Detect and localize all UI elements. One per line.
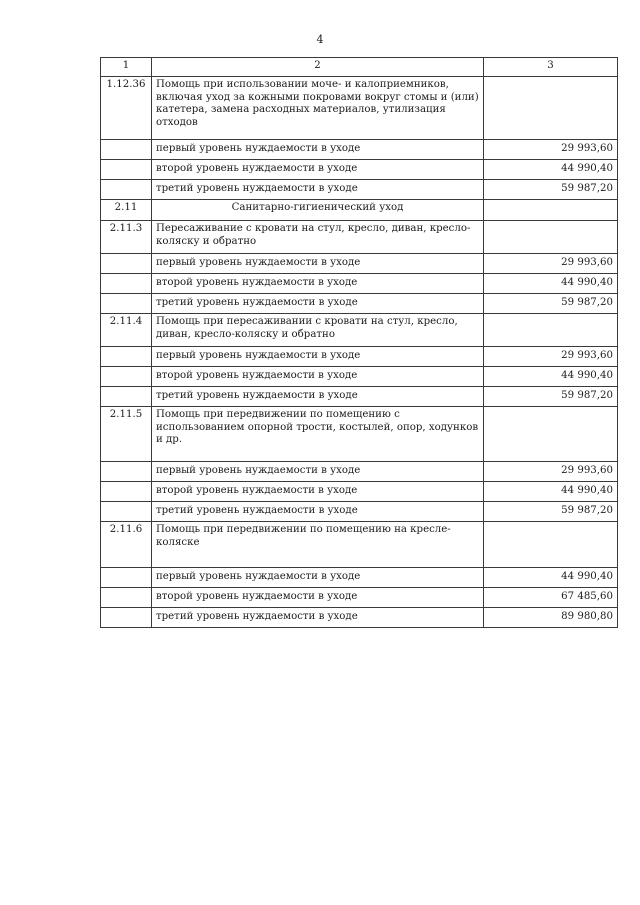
service-description: Помощь при передвижении по помещению с использованием опорной трости, костылей, опор, ходунков и др. (152, 407, 484, 462)
service-code: 2.11.6 (101, 522, 152, 568)
empty-cell (101, 588, 152, 608)
service-row (101, 407, 618, 462)
empty-cell (101, 608, 152, 628)
table-header-row (101, 58, 618, 77)
tariff-table (100, 57, 618, 628)
empty-cell (101, 294, 152, 314)
service-row (101, 77, 618, 140)
level-row (101, 568, 618, 588)
level-value: 44 990,40 (484, 274, 618, 294)
level-value: 29 993,60 (484, 347, 618, 367)
level-value: 44 990,40 (484, 367, 618, 387)
level-label: первый уровень нуждаемости в уходе (152, 462, 484, 482)
empty-cell (101, 462, 152, 482)
empty-cell (484, 200, 618, 221)
level-row (101, 588, 618, 608)
empty-cell (101, 568, 152, 588)
header-col-3: 3 (484, 58, 618, 77)
section-code: 2.11 (101, 200, 152, 221)
service-description: Помощь при пересаживании с кровати на стул, кресло, диван, кресло-коляску и обратно (152, 314, 484, 347)
level-label: первый уровень нуждаемости в уходе (152, 347, 484, 367)
service-code: 2.11.5 (101, 407, 152, 462)
level-row (101, 367, 618, 387)
level-row (101, 608, 618, 628)
service-description: Помощь при использовании моче- и калоприемников, включая уход за кожными покровами вокруг стомы и (или) катетера, замена расходных материалов, утилизация отходов (152, 77, 484, 140)
level-row (101, 347, 618, 367)
level-value: 29 993,60 (484, 140, 618, 160)
service-row (101, 314, 618, 347)
empty-cell (101, 140, 152, 160)
empty-cell (101, 482, 152, 502)
empty-cell (101, 502, 152, 522)
service-code: 2.11.4 (101, 314, 152, 347)
service-description: Пересаживание с кровати на стул, кресло, диван, кресло-коляску и обратно (152, 221, 484, 254)
section-title: Санитарно-гигиенический уход (152, 200, 484, 221)
level-row (101, 180, 618, 200)
empty-cell (101, 367, 152, 387)
empty-cell (101, 274, 152, 294)
level-label: третий уровень нуждаемости в уходе (152, 180, 484, 200)
header-col-1: 1 (101, 58, 152, 77)
level-row (101, 160, 618, 180)
level-value: 44 990,40 (484, 482, 618, 502)
level-value: 67 485,60 (484, 588, 618, 608)
empty-cell (101, 160, 152, 180)
empty-cell (484, 314, 618, 347)
empty-cell (484, 221, 618, 254)
level-label: второй уровень нуждаемости в уходе (152, 588, 484, 608)
service-code: 1.12.36 (101, 77, 152, 140)
level-value: 59 987,20 (484, 502, 618, 522)
level-row (101, 274, 618, 294)
level-value: 44 990,40 (484, 568, 618, 588)
empty-cell (101, 387, 152, 407)
level-label: третий уровень нуждаемости в уходе (152, 387, 484, 407)
level-row (101, 462, 618, 482)
empty-cell (101, 180, 152, 200)
level-value: 89 980,80 (484, 608, 618, 628)
level-label: первый уровень нуждаемости в уходе (152, 568, 484, 588)
level-label: второй уровень нуждаемости в уходе (152, 482, 484, 502)
level-label: третий уровень нуждаемости в уходе (152, 294, 484, 314)
level-label: первый уровень нуждаемости в уходе (152, 254, 484, 274)
page-number: 4 (316, 33, 324, 46)
empty-cell (101, 254, 152, 274)
level-label: второй уровень нуждаемости в уходе (152, 367, 484, 387)
level-value: 59 987,20 (484, 387, 618, 407)
service-code: 2.11.3 (101, 221, 152, 254)
level-value: 59 987,20 (484, 180, 618, 200)
level-row (101, 140, 618, 160)
service-row (101, 522, 618, 568)
empty-cell (484, 77, 618, 140)
level-value: 44 990,40 (484, 160, 618, 180)
level-row (101, 387, 618, 407)
level-row (101, 502, 618, 522)
service-description: Помощь при передвижении по помещению на кресле-коляске (152, 522, 484, 568)
level-label: первый уровень нуждаемости в уходе (152, 140, 484, 160)
level-value: 29 993,60 (484, 462, 618, 482)
empty-cell (484, 522, 618, 568)
level-value: 59 987,20 (484, 294, 618, 314)
level-label: третий уровень нуждаемости в уходе (152, 608, 484, 628)
level-row (101, 254, 618, 274)
empty-cell (101, 347, 152, 367)
service-row (101, 221, 618, 254)
level-label: третий уровень нуждаемости в уходе (152, 502, 484, 522)
level-label: второй уровень нуждаемости в уходе (152, 274, 484, 294)
section-row (101, 200, 618, 221)
level-label: второй уровень нуждаемости в уходе (152, 160, 484, 180)
empty-cell (484, 407, 618, 462)
header-col-2: 2 (152, 58, 484, 77)
level-value: 29 993,60 (484, 254, 618, 274)
level-row (101, 294, 618, 314)
level-row (101, 482, 618, 502)
